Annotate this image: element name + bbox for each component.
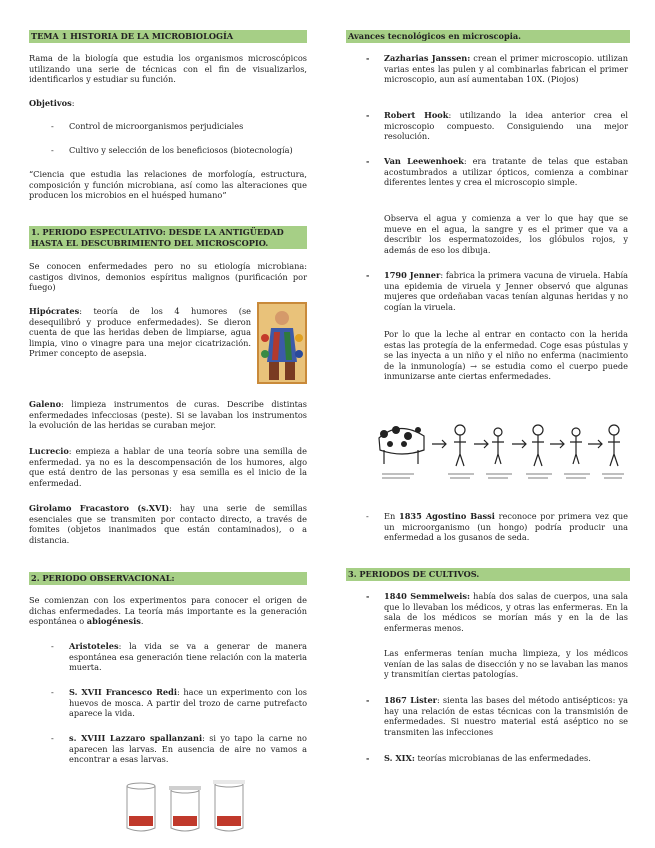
list-item-jenner: - 1790 Jenner: fabrica la primera vacuna de viruela. Había una epidemia de viruela y Jenner observó que algunas mujeres que ordeñaban vacas tenían algunas heridas y no cogían la viruela. [366, 270, 628, 312]
list-item-objetivo-1: - Control de microorganismos perjudiciales [51, 121, 244, 131]
list-item-janssen: - Zazharias Janssen: crean el primer microscopio. utilizan varias entes las pulen y al combinarlas fabrican el primer microscopio, aun así aumentaban 10X. (Piojos) [366, 53, 628, 85]
section-heading-tema: TEMA 1 HISTORIA DE LA MICROBIOLOGÍA [29, 30, 307, 43]
leeuwenhoek-observation-text: Observa el agua y comienza a ver lo que hay que se mueve en el agua, la sangre y es el primer que va a describir los espermatozoides, los glóbulos rojos, y además de eso los dibuja. [384, 213, 628, 255]
spallanzani-jars-illustration [117, 778, 257, 838]
fracastoro-paragraph: Girolamo Fracastoro (s.XVI): hay una serie de semillas esenciales que se transmiten por contacto directo, a través de fomites (objetos inanimados que están contaminados), o a distancia. [29, 503, 307, 545]
list-item-hook: - Robert Hook: utilizando la idea anterior crea el microscopio compuesto. Consiguiendo una mejor resolución. [366, 110, 629, 142]
hipocrates-paragraph: Hipócrates: teoría de los 4 humores (se desequilibró y produce enfermedades). Se dieron cuenta de que las heridas deben de limpiarse, agua limpia, vino o vinagre para una mejor cicatrización. Primer concepto de asepsia. [29, 306, 251, 359]
periodo-observacional-text: Se comienzan con los experimentos para conocer el origen de dichas enfermedades. La teoría más importante es la generación espontánea o abiogénesis. [29, 595, 307, 627]
jenner-explanation-text: Por lo que la leche al entrar en contacto con la herida estas las protegía de la enfermedad. Coge esas pústulas y se las inyecta a un niño y el niño no enferma (nacimiento de la inmunología) → se estudia como el cuerpo puede inmunizarse ante ciertas enfermedades. [384, 329, 628, 382]
list-item-objetivo-2: - Cultivo y selección de los beneficiosos (biotecnología) [51, 145, 293, 155]
list-item-bassi: - En 1835 Agostino Bassi reconoce por primera vez que un microorganismo (un hongo) podría producir una enfermedad a los gusanos de seda. [366, 511, 629, 543]
list-item-aristoteles: - Aristoteles: la vida se va a generar de manera espontánea esa generación tiene relación con la materia muerta. [51, 641, 307, 673]
galeno-paragraph: Galeno: limpieza instrumentos de curas. Describe distintas enfermedades infecciosas (peste). Si se lavaban los instrumentos la evolución de las heridas se curaban mejor. [29, 399, 307, 431]
section-heading-periodo-cultivos: 3. PERIODOS DE CULTIVOS. [346, 568, 630, 581]
definition-quote: “Ciencia que estudia las relaciones de morfología, estructura, composición y función microbiana, así como las alteraciones que producen los microbios en el huésped humano” [29, 169, 307, 201]
intro-paragraph: Rama de la biología que estudia los organismos microscópicos utilizando una serie de técnicas con el fin de visualizarlos, identificarlos y estudiar su función. [29, 53, 307, 85]
list-item-spallanzani: - s. XVIII Lazzaro spallanzani: si yo tapo la carne no aparecen las larvas. En ausencia de aire no vamos a encontrar a esas larvas. [51, 733, 307, 765]
objetivos-label: Objetivos: [29, 98, 75, 108]
section-heading-periodo-observacional: 2. PERIODO OBSERVACIONAL: [29, 572, 307, 585]
list-item-siglo-xix: - S. XIX: teorías microbianas de las enfermedades. [366, 753, 591, 763]
semmelweis-explanation-text: Las enfermeras tenían mucha limpieza, y los médicos venían de las salas de disección y no se lavaban las manos y transmitían ciertas patologías. [384, 648, 628, 680]
section-heading-avances: Avances tecnológicos en microscopia. [346, 30, 630, 43]
list-item-redi: - S. XVII Francesco Redi: hace un experimento con los huevos de mosca. A partir del trozo de carne putrefacto aparece la vida. [51, 687, 307, 719]
section-heading-periodo-especulativo: 1. PERIODO ESPECULATIVO: DESDE LA ANTIGÜEDAD HASTA EL DESCUBRIMIENTO DEL MICROSCOPIO. [29, 226, 307, 249]
periodo-especulativo-text: Se conocen enfermedades pero no su etiología microbiana: castigos divinos, demonios espíritus malignos (purificación por fuego) [29, 261, 307, 293]
vaccination-sketch-illustration [374, 416, 626, 488]
list-item-leeuwenhoek: - Van Leewenhoek: era tratante de telas que estaban acostumbrados a utilizar ópticos, comienza a combinar diferentes lentes y crea el microscopio simple. [366, 156, 629, 188]
humors-illustration [257, 302, 307, 384]
list-item-semmelweis: - 1840 Semmelweis: había dos salas de cuerpos, una sala que lo llevaban los médicos, y otras las enfermeras. En la sala de los médicos se morían más y en la de las enfermeras menos. [366, 591, 628, 633]
lucrecio-paragraph: Lucrecio: empieza a hablar de una teoría sobre una semilla de enfermedad. ya no es la descompensación de los humores, algo que está dentro de las personas y esa semilla es el inicio de la enfermedad. [29, 446, 307, 488]
list-item-lister: - 1867 Lister: sienta las bases del método antisépticos: ya hay una relación de estas técnicas con la transmisión de enfermedades. Si nuestro material está aséptico no se transmiten las infecciones [366, 695, 628, 737]
